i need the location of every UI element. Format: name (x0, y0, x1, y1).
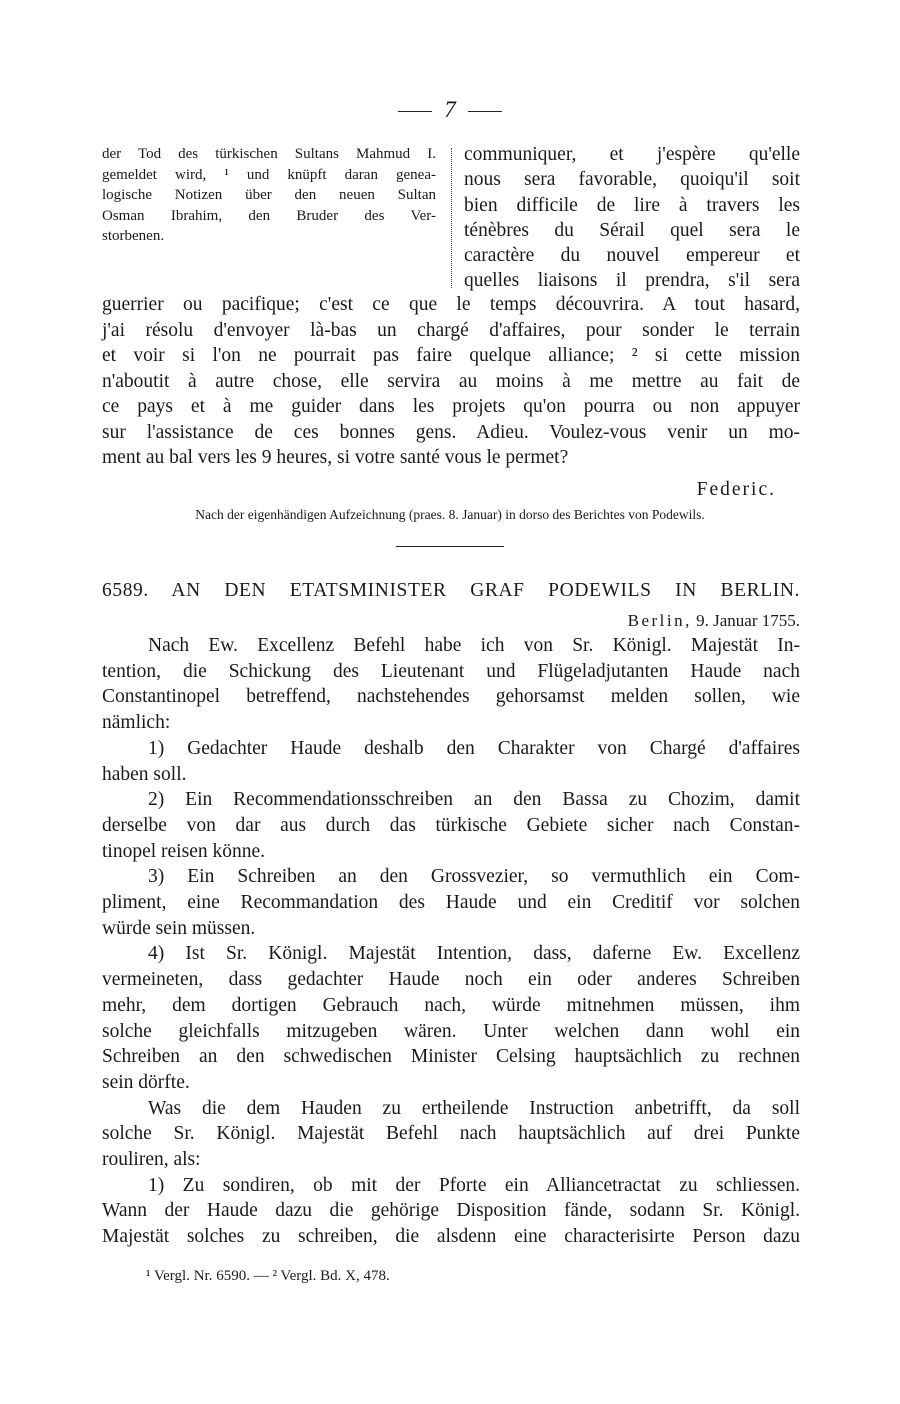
letter-line: guerrier ou pacifique; c'est ce que le temps découvrira. A tout hasard, (102, 294, 800, 315)
body-line: Wann der Haude dazu die gehörige Disposition fände, sodann Sr. Königl. (102, 1200, 800, 1222)
body-line: derselbe von dar aus durch das türkische Gebiete sicher nach Constan- (102, 814, 800, 836)
letter-continuation (102, 292, 800, 471)
body-line: Nach Ew. Excellenz Befehl habe ich von Sr. Königl. Majestät In- (148, 635, 800, 656)
letter-line: communiquer, et j'espère qu'elle (464, 144, 800, 165)
body-line: 1) Zu sondiren, ob mit der Pforte ein Alliancetractat zu schliessen. (148, 1174, 800, 1196)
letter-text-column (464, 142, 800, 294)
body-line: sein dörfte. (102, 1071, 190, 1093)
dateline (628, 610, 800, 632)
letter-summary-column (102, 144, 436, 247)
document-body (102, 633, 800, 1250)
page-number-header (0, 96, 900, 124)
body-line: 4) Ist Sr. Königl. Majestät Intention, dass, daferne Ew. Excellenz (148, 943, 800, 965)
letter-line: quelles liaisons il prendra, s'il sera (464, 270, 800, 292)
body-line: 3) Ein Schreiben an den Grossvezier, so vermuthlich ein Com- (148, 866, 800, 888)
body-line: pliment, eine Recommandation des Haude und ein Creditif vor solchen (102, 892, 800, 914)
letter-line: sur l'assistance de ces bonnes gens. Adieu. Voulez-vous venir un mo- (102, 421, 800, 443)
summary-line: storbenen. (102, 228, 165, 244)
letter-line: caractère du nouvel empereur et (464, 245, 800, 267)
letter-line: n'aboutit à autre chose, elle servira au moins à me mettre au fait de (102, 370, 800, 392)
letter-line: ténèbres du Sérail quel sera le (464, 219, 800, 241)
body-line: Schreiben an den schwedischen Minister Celsing hauptsächlich zu rechnen (102, 1046, 800, 1068)
body-line: Was die dem Hauden zu ertheilende Instruction anbetrifft, da soll (148, 1097, 800, 1119)
letter-line: ce pays et à me guider dans les projets qu'on pourra ou non appuyer (102, 396, 800, 417)
dateline-date: 9. Januar 1755. (696, 611, 800, 630)
body-line: 2) Ein Recommendationsschreiben an den Bassa zu Chozim, damit (148, 789, 800, 811)
source-note: Nach der eigenhändigen Aufzeichnung (praes. 8. Januar) in dorso des Berichtes von Podewils. (195, 507, 705, 522)
document-heading: 6589. AN DEN ETATSMINISTER GRAF PODEWILS IN BERLIN. (102, 580, 800, 601)
column-divider (451, 148, 452, 288)
summary-line: gemeldet wird, ¹ und knüpft daran genea- (102, 166, 436, 183)
section-separator (396, 546, 504, 547)
letter-line: ment au bal vers les 9 heures, si votre santé vous le permet? (102, 447, 569, 468)
summary-line: Osman Ibrahim, den Bruder des Ver- (102, 207, 436, 224)
body-line: Constantinopel betreffend, nachstehendes gehorsamst melden sollen, wie (102, 686, 800, 708)
body-line: vermeineten, dass gedachter Haude noch ein oder anderes Schreiben (102, 969, 800, 991)
body-line: tention, die Schickung des Lieutenant und Flügeladjutanten Haude nach (102, 660, 800, 682)
letter-line: j'ai résolu d'envoyer là-bas un chargé d'affaires, pour sonder le terrain (102, 319, 800, 341)
letter-line: nous sera favorable, quoiqu'il soit (464, 169, 800, 191)
body-line: rouliren, als: (102, 1149, 201, 1171)
body-line: nämlich: (102, 712, 171, 734)
summary-line: der Tod des türkischen Sultans Mahmud I. (102, 146, 436, 162)
footnotes: ¹ Vergl. Nr. 6590. — ² Vergl. Bd. X, 478. (146, 1268, 390, 1284)
header-dash-right (468, 111, 502, 112)
summary-line: logische Notizen über den neuen Sultan (102, 187, 436, 203)
body-line: tinopel reisen könne. (102, 840, 265, 862)
body-line: solche Sr. Königl. Majestät Befehl nach hauptsächlich auf drei Punkte (102, 1123, 800, 1145)
page-number: 7 (444, 97, 456, 122)
body-line: solche gleichfalls mitzugeben wären. Unter welchen dann wohl ein (102, 1020, 800, 1042)
body-line: haben soll. (102, 763, 187, 785)
signature: Federic. (696, 479, 776, 500)
body-line: mehr, dem dortigen Gebrauch nach, würde mitnehmen müssen, ihm (102, 994, 800, 1016)
body-line: Majestät solches zu schreiben, die alsdenn eine characterisirte Person dazu (102, 1226, 800, 1248)
letter-line: et voir si l'on ne pourrait pas faire quelque alliance; ² si cette mission (102, 345, 800, 366)
header-dash-left (398, 111, 432, 112)
body-line: 1) Gedachter Haude deshalb den Charakter von Chargé d'affaires (148, 737, 800, 759)
body-line: würde sein müssen. (102, 917, 256, 939)
letter-line: bien difficile de lire à travers les (464, 194, 800, 216)
dateline-place: Berlin, (627, 611, 692, 630)
